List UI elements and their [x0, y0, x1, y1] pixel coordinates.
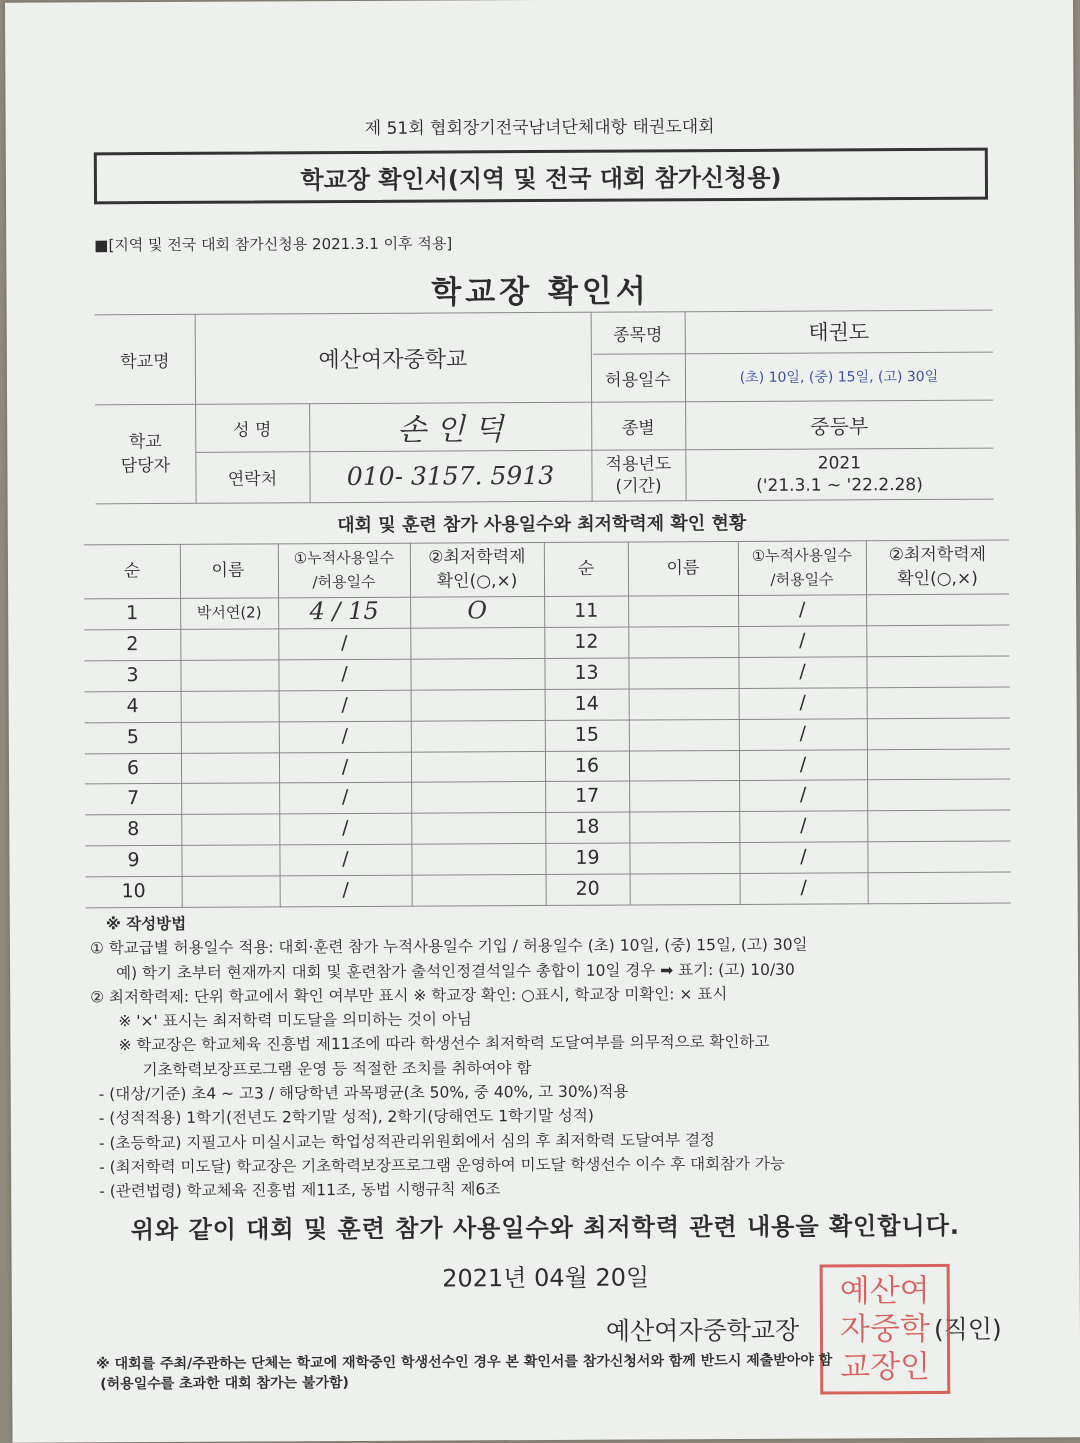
contact-value: 010- 3157. 5913 — [346, 460, 555, 492]
footer-line: (허용일수를 초과한 대회 참가는 불가함) — [100, 1375, 349, 1393]
header-name-left: 이름 — [211, 560, 245, 581]
school-value: 예산여자중학교 — [318, 346, 468, 373]
left-table-cell-days-used: / — [341, 662, 348, 685]
right-table-cell-days-used: / — [799, 691, 806, 714]
info-table — [89, 310, 994, 505]
right-table-cell-days-used: / — [799, 660, 806, 683]
left-table-cell-days-used: / — [341, 693, 348, 716]
status-table — [84, 540, 1011, 909]
header-name-right: 이름 — [666, 558, 700, 579]
left-table-cell-row-number: 8 — [127, 818, 140, 841]
period-value — [685, 448, 993, 501]
left-table-cell-row-number: 6 — [126, 756, 140, 779]
left-table-cell-student-name — [182, 879, 280, 880]
right-table-cell-days-used: / — [800, 814, 807, 837]
table-row-divider — [84, 655, 1009, 661]
left-table-cell-row-number: 3 — [126, 663, 139, 686]
notes-heading: ※ 작성방법 — [105, 914, 187, 934]
seal-line: 자중학 — [839, 1310, 930, 1348]
signer-name: 예산여자중학교장 — [605, 1315, 800, 1346]
right-table-cell-row-number: 18 — [575, 815, 600, 839]
header-days-right: ①누적사용일수 /허용일수 — [751, 546, 853, 589]
left-table-cell-student-name — [181, 694, 279, 695]
left-table-cell-row-number: 10 — [121, 880, 146, 903]
left-table-cell-student-name — [180, 632, 278, 633]
right-table-cell-row-number: 16 — [574, 754, 600, 777]
notice-line: ■[지역 및 전국 대회 참가신청용 2021.3.1 이후 적용] — [94, 234, 453, 255]
right-table-cell-row-number: 19 — [575, 846, 600, 870]
right-table-cell-row-number: 12 — [574, 630, 599, 653]
right-table-cell-row-number: 14 — [574, 692, 599, 715]
name-label: 성 명 — [233, 419, 272, 441]
right-table-cell-student-name — [629, 815, 739, 816]
left-table-cell-student-name — [181, 787, 279, 788]
left-table-cell-row-number: 5 — [126, 725, 139, 748]
left-table-cell-row-number: 1 — [126, 602, 139, 625]
left-table-cell-days-used: / — [341, 631, 348, 654]
notes-line: - (초등학교) 지필고사 미실시교는 학업성적관리위원회에서 심의 후 최저학력 도달여부 결정 — [98, 1130, 716, 1152]
notes-line: ① 학교급별 허용일수 적용: 대회·훈련 참가 누적사용일수 기입 / 허용일수 (초) 10일, (중) 15일, (고) 30일 — [89, 935, 808, 958]
sport-value: 태권도 — [808, 320, 870, 345]
left-table-cell-row-number: 9 — [127, 849, 140, 872]
right-table-cell-days-used: / — [800, 845, 807, 868]
right-table-cell-student-name — [628, 599, 738, 600]
notes-line: ※ '×' 표시는 최저학력 미도달을 의미하는 것이 아님 — [118, 1010, 472, 1031]
notes-line: - (최저학력 미도달) 학교장은 기초학력보장프로그램 운영하여 미도달 학생선수 이수 후 대회참가 가능 — [99, 1154, 785, 1177]
period-label: 적용년도 (기간) — [605, 453, 672, 497]
division-label: 종별 — [621, 417, 655, 439]
boxed-title-text: 학교장 확인서(지역 및 전국 대회 참가신청용) — [300, 163, 782, 194]
document-title: 학교장 확인서 — [431, 273, 650, 311]
notes-line: ② 최저학력제: 단위 학교에서 확인 여부만 표시 ※ 학교장 확인: ○표시, 학교장 미확인: × 표시 — [90, 984, 728, 1007]
allow-value: (초) 10일, (중) 15일, (고) 30일 — [739, 368, 939, 386]
header-min-right: ②최저학력제 확인(○,×) — [888, 544, 987, 590]
document-page — [5, 0, 1080, 1443]
school-label: 학교명 — [120, 351, 170, 372]
table-row-divider — [85, 779, 1010, 785]
left-table-cell-student-name — [181, 756, 279, 757]
left-table-cell-row-number: 7 — [127, 787, 140, 810]
left-table-cell-student-name — [181, 849, 279, 850]
footer-line: ※ 대회를 주최/주관하는 단체는 학교에 재학중인 학생선수인 경우 본 확인서를 참가신청서와 함께 반드시 제출받아야 함 — [96, 1352, 833, 1373]
right-table-cell-student-name — [629, 692, 739, 693]
signer-role: (직인) — [933, 1314, 1002, 1344]
header-min-left: ②최저학력제 확인(○,×) — [428, 547, 526, 592]
table-row-divider — [86, 872, 1011, 878]
notes-line: 예) 학기 초부터 현재까지 대회 및 훈련참가 출석인정결석일수 총합이 10일 경우 ➡ 표기: (고) 10/30 — [116, 960, 795, 982]
right-table-cell-student-name — [629, 846, 739, 847]
right-table-cell-student-name — [629, 753, 739, 754]
right-table-cell-row-number: 15 — [574, 723, 599, 746]
right-table-cell-days-used: / — [799, 629, 806, 652]
notes-line: - (관련법령) 학교체육 진흥법 제11조, 동법 시행규칙 제6조 — [99, 1180, 501, 1201]
header-no-left: 순 — [123, 561, 141, 582]
right-table-cell-row-number: 17 — [575, 785, 600, 808]
right-table-cell-row-number: 11 — [574, 599, 599, 622]
manager-label: 학교 담당자 — [120, 431, 171, 477]
left-table-cell-days-used: / — [342, 879, 349, 902]
division-value: 중등부 — [810, 413, 869, 439]
right-table-cell-row-number: 13 — [574, 661, 599, 684]
left-table-cell-days-used: 4 / 15 — [309, 596, 379, 626]
confirmation-statement: 위와 같이 대회 및 훈련 참가 사용일수와 최저학력 관련 내용을 확인합니다. — [130, 1211, 961, 1245]
right-table-cell-student-name — [628, 661, 738, 662]
right-table-cell-days-used: / — [800, 876, 807, 899]
issue-date: 2021년 04월 20일 — [442, 1263, 650, 1293]
table-row-divider — [85, 686, 1010, 692]
footer-note — [96, 1349, 1026, 1394]
name-value: 손 인 덕 — [397, 412, 504, 448]
right-table-cell-row-number: 20 — [575, 877, 600, 900]
notes-line: - (대상/기준) 초4 ~ 고3 / 해당학년 과목평균(초 50%, 중 40%, 고 30%)적용 — [98, 1082, 629, 1104]
left-table-cell-days-used: / — [342, 817, 349, 840]
right-table-cell-days-used: / — [798, 598, 806, 621]
left-table-cell-student-name — [181, 818, 279, 819]
left-table-cell-student-name — [180, 663, 278, 664]
notes-section — [90, 907, 1032, 1203]
table-row-divider — [84, 624, 1009, 630]
right-table-cell-days-used: / — [799, 784, 807, 807]
table-row-divider — [85, 748, 1010, 754]
sport-label: 종목명 — [613, 324, 663, 346]
table-row-divider — [85, 841, 1010, 847]
left-table-cell-min-academic-check: O — [467, 596, 488, 625]
left-table-cell-days-used: / — [341, 755, 349, 778]
boxed-title — [94, 148, 988, 205]
left-table-cell-student-name — [181, 725, 279, 726]
notes-line: 기초학력보장프로그램 운영 등 적절한 조치를 취하여야 함 — [142, 1058, 532, 1079]
left-table-cell-days-used: / — [341, 786, 349, 809]
left-table-cell-student-name: 박서연(2) — [196, 603, 262, 622]
table-row-divider — [85, 810, 1010, 816]
allow-label: 허용일수 — [605, 369, 671, 391]
left-table-cell-days-used: / — [342, 848, 349, 871]
contact-label: 연락처 — [227, 469, 278, 490]
left-table-cell-row-number: 4 — [126, 694, 139, 717]
right-table-cell-student-name — [629, 723, 739, 724]
status-title: 대회 및 훈련 참가 사용일수와 최저학력제 확인 현황 — [337, 512, 747, 537]
right-table-cell-student-name — [628, 630, 738, 631]
right-table-cell-days-used: / — [799, 753, 807, 776]
notes-line: ※ 학교장은 학교체육 진흥법 제11조에 따라 학생선수 최저학력 도달여부를 의무적으로 확인하고 — [118, 1033, 770, 1055]
period-year: 2021 — [817, 452, 862, 474]
right-table-cell-student-name — [630, 877, 740, 878]
table-row-divider — [85, 717, 1010, 723]
header-days-left: ①누적사용일수 /허용일수 — [293, 548, 395, 592]
notes-line: - (성적적용) 1학기(전년도 2학기말 성적), 2학기(당해연도 1학기말 성적) — [98, 1107, 594, 1128]
event-line: 제 51회 협회장기전국남녀단체대항 태권도대회 — [364, 117, 715, 139]
left-table-cell-row-number: 2 — [126, 633, 139, 656]
seal-line: 교장인 — [840, 1348, 931, 1386]
seal-line: 예산여 — [839, 1272, 930, 1310]
header-no-right: 순 — [577, 558, 595, 579]
right-table-cell-student-name — [629, 784, 739, 785]
right-table-cell-days-used: / — [799, 722, 807, 745]
period-range: ('21.3.1 ~ '22.2.28) — [756, 474, 923, 496]
left-table-cell-days-used: / — [341, 724, 349, 747]
